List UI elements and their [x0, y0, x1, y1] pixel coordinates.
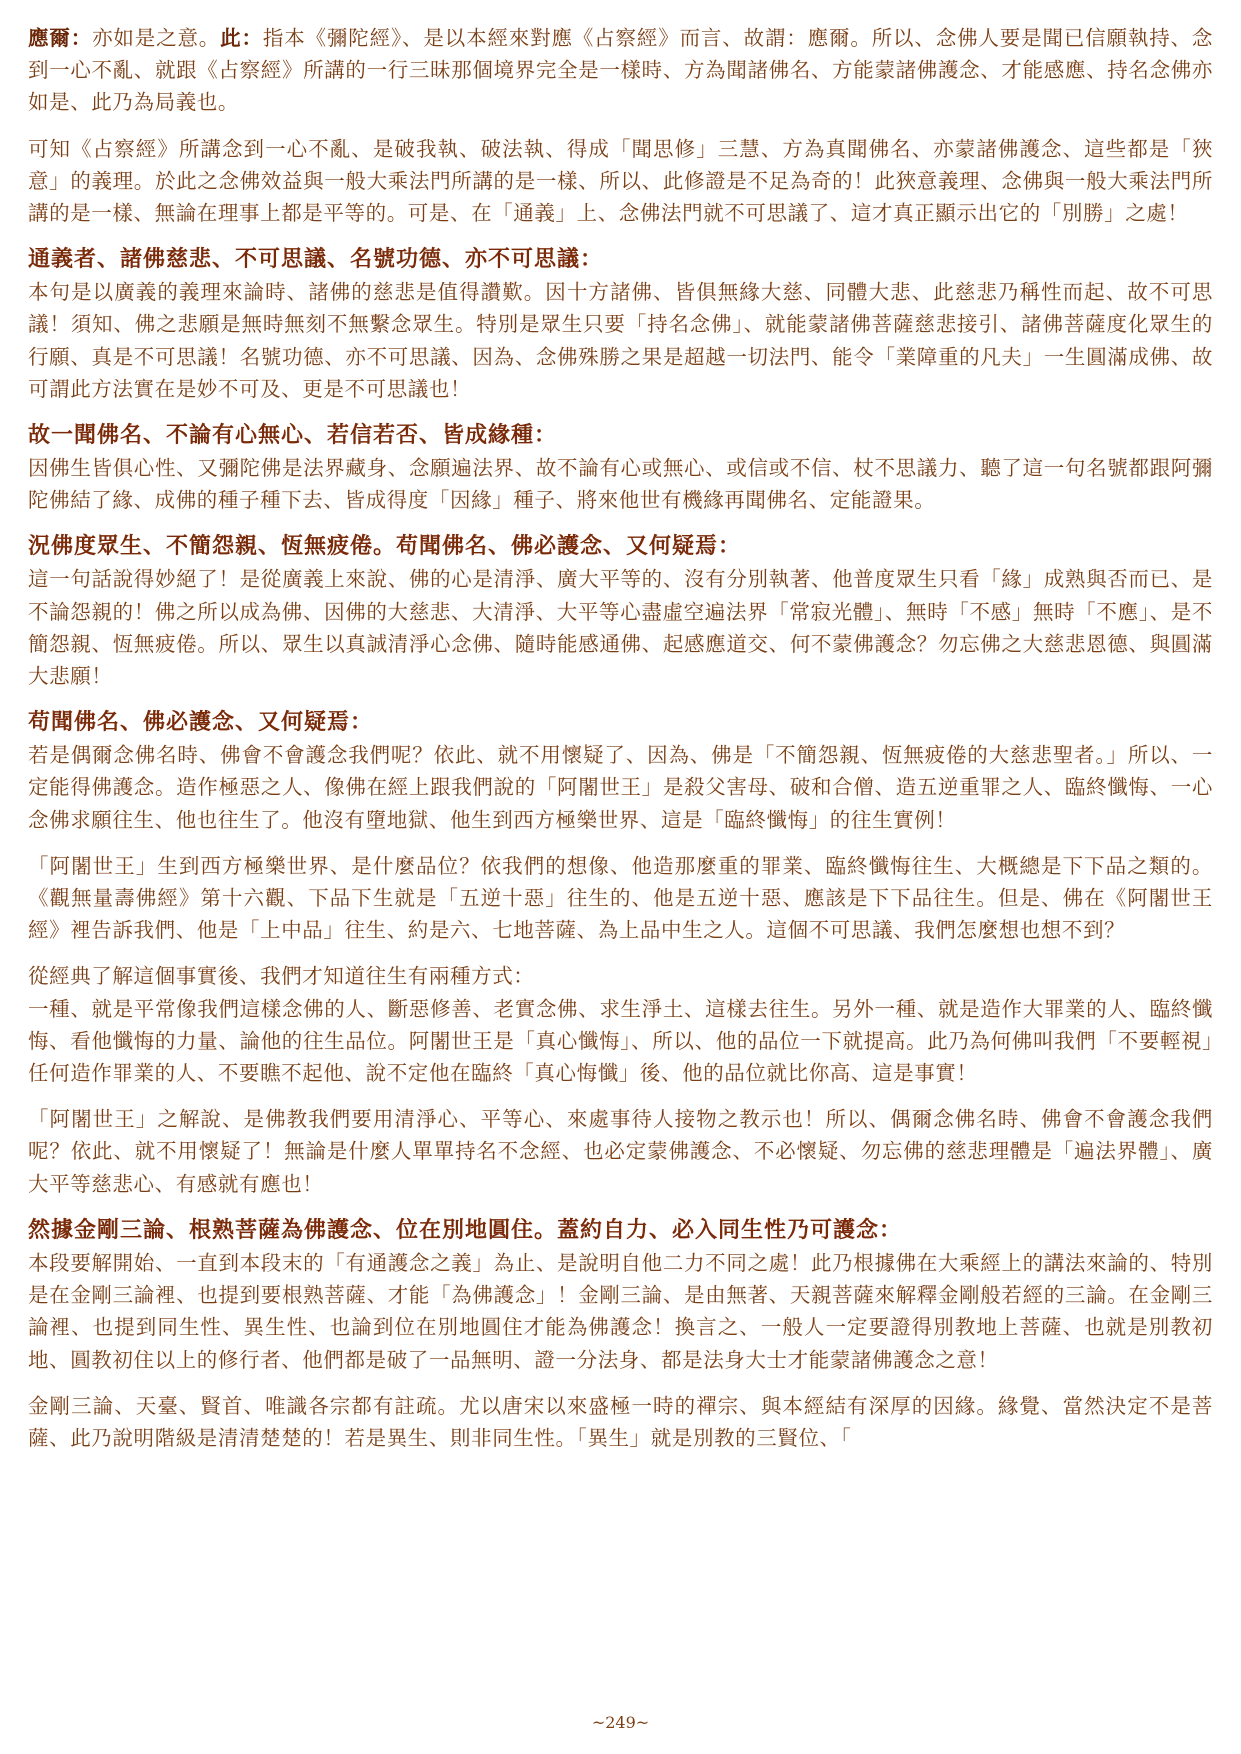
paragraph-hear-name: 因佛生皆俱心性、又彌陀佛是法界藏身、念願遍法界、故不論有心或無心、或信或不信、杖不思議力、聽了這一句名號都跟阿彌陀佛結了緣、成佛的種子種下去、皆成得度「因緣」種子、將來他世有機緣再聞佛名、定能證果。: [28, 456, 1213, 513]
paragraph-ying-er: [28, 22, 1213, 119]
paragraph-no-distinction: 這一句話說得妙絕了！是從廣義上來說、佛的心是清淨、廣大平等的、沒有分別執著、他普度眾生只看「緣」成熟與否而已、是不論怨親的！佛之所以成為佛、因佛的大慈悲、大清淨、大平等心盡虛空遍法界「常寂光體」、無時「不感」無時「不應」、是不簡怨親、恆無疲倦。所以、眾生以真誠清淨心念佛、隨時能感通佛、起感應道交、何不蒙佛護念？勿忘佛之大慈悲恩德、與圓滿大悲願！: [28, 567, 1213, 689]
paragraph-text: [28, 22, 1213, 119]
section-heading-hear-name: 故一聞佛名、不論有心無心、若信若否、皆成緣種：: [28, 422, 558, 449]
paragraph-narrow-meaning: 可知《占察經》所講念到一心不亂、是破我執、破法執、得成「聞思修」三慧、方為真聞佛名、亦蒙諸佛護念、這些都是「狹意」的義理。於此之念佛效益與一般大乘法門所講的是一樣、所以、此修證是不足為奇的！此狹意義理、念佛與一般大乘法門所講的是一樣、無論在理事上都是平等的。可是、在「通義」上、念佛法門就不可思議了、這才真正顯示出它的「別勝」之處！: [28, 136, 1213, 226]
paragraph-two-ways: 一種、就是平常像我們這樣念佛的人、斷惡修善、老實念佛、求生淨土、這樣去往生。另外一種、就是造作大罪業的人、臨終懺悔、看他懺悔的力量、論他的往生品位。阿闍世王是「真心懺悔」、所以、他的品位一下就提高。此乃為何佛叫我們「不要輕視」任何造作罪業的人、不要瞧不起他、說不定他在臨終「真心悔懺」後、他的品位就比你高、這是事實！: [28, 996, 1213, 1086]
paragraph-why-doubt: 若是偶爾念佛名時、佛會不會護念我們呢？依此、就不用懷疑了、因為、佛是「不簡怨親、恆無疲倦的大慈悲聖者。」所以、一定能得佛護念。造作極惡之人、像佛在經上跟我們說的「阿闍世王」是殺父害母、破和合僧、造五逆重罪之人、臨終懺悔、一心念佛求願往生、他也往生了。他沒有墮地獄、他生到西方極樂世界、這是「臨終懺悔」的往生實例！: [28, 743, 1213, 832]
term-ci: 此: [220, 26, 242, 50]
paragraph-segment: 指本《彌陀經》、是以本經來對應《占察經》而言、故謂：應爾。所以、念佛人要是聞已信願執持、念到一心不亂、就跟《占察經》所講的一行三昧那個境界完全是一樣時、方為聞諸佛名、方能蒙諸佛護念、才能感應、持名念佛亦如是、此乃為局義也。: [28, 26, 1214, 115]
paragraph-vajra-treatises: 本段要解開始、一直到本段末的「有通護念之義」為止、是說明自他二力不同之處！此乃根據佛在大乘經上的講法來論的、特別是在金剛三論裡、也提到要根熟菩薩、才能「為佛護念」！金剛三論、是由無著、天親菩薩來解釋金剛般若經的三論。在金剛三論裡、也提到同生性、異生性、也論到位在別地圓住才能為佛護念！換言之、一般人一定要證得別教地上菩薩、也就是別教初地、圓教初住以上的修行者、他們都是破了一品無明、證一分法身、都是法身大士才能蒙諸佛護念之意！: [28, 1250, 1213, 1372]
paragraph-schools-commentaries: 金剛三論、天臺、賢首、唯識各宗都有註疏。尤以唐宋以來盛極一時的禪宗、與本經結有深厚的因緣。緣覺、當然決定不是菩薩、此乃說明階級是清清楚楚的！若是異生、則非同生性。「異生」就是別教的三賢位、「: [28, 1393, 1213, 1450]
section-heading-no-distinction: 況佛度眾生、不簡怨親、恆無疲倦。苟聞佛名、佛必護念、又何疑焉：: [28, 533, 742, 560]
paragraph-two-ways-intro: 從經典了解這個事實後、我們才知道往生有兩種方式：: [28, 964, 535, 989]
section-heading-why-doubt: 苟聞佛名、佛必護念、又何疑焉：: [28, 709, 374, 736]
term-colon: ：: [70, 26, 93, 50]
paragraph-segment: 亦如是之意。: [92, 26, 221, 50]
section-heading-general-meaning: 通義者、諸佛慈悲、不可思議、名號功德、亦不可思議：: [28, 246, 604, 273]
section-heading-vajra-treatises: 然據金剛三論、根熟菩薩為佛護念、位在別地圓住。蓋約自力、必入同生性乃可護念：: [28, 1216, 903, 1243]
paragraph-ajatashatru-teaching: 「阿闍世王」之解說、是佛教我們要用清淨心、平等心、來處事待人接物之教示也！所以、偶爾念佛名時、佛會不會護念我們呢？依此、就不用懷疑了！無論是什麼人單單持名不念經、也必定蒙佛護念、不必懷疑、勿忘佛的慈悲理體是「遍法界體」、廣大平等慈悲心、有感就有應也！: [28, 1107, 1213, 1196]
term-ying-er: 應爾: [28, 26, 71, 50]
page-number: ~249~: [591, 1713, 650, 1732]
term-colon: ：: [241, 26, 263, 50]
paragraph-ajatashatru-rank: 「阿闍世王」生到西方極樂世界、是什麼品位？依我們的想像、他造那麼重的罪業、臨終懺悔往生、大概總是下下品之類的。《觀無量壽佛經》第十六觀、下品下生就是「五逆十惡」往生的、他是五逆十惡、應該是下下品往生。但是、佛在《阿闍世王經》裡告訴我們、他是「上中品」往生、約是六、七地菩薩、為上品中生之人。這個不可思議、我們怎麼想也想不到？: [28, 853, 1213, 943]
paragraph-general-meaning: 本句是以廣義的義理來論時、諸佛的慈悲是值得讚歎。因十方諸佛、皆俱無緣大慈、同體大悲、此慈悲乃稱性而起、故不可思議！須知、佛之悲願是無時無刻不無繫念眾生。特別是眾生只要「持名念佛」、就能蒙諸佛菩薩慈悲接引、諸佛菩薩度化眾生的行願、真是不可思議！名號功德、亦不可思議、因為、念佛殊勝之果是超越一切法門、能令「業障重的凡夫」一生圓滿成佛、故可謂此方法實在是妙不可及、更是不可思議也！: [28, 280, 1213, 401]
